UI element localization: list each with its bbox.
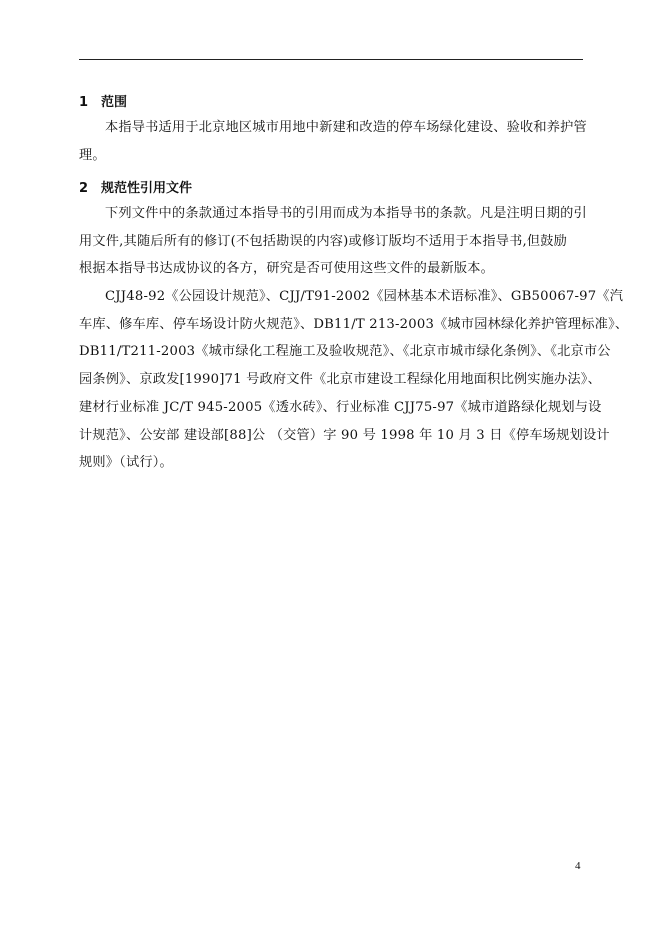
- text-line: 建材行业标准 JC/T 945-2005《透水砖》、行业标准 CJJ75-97《城市道路绿化规划与设: [79, 399, 602, 415]
- text-line: 本指导书适用于北京地区城市用地中新建和改造的停车场绿化建设、验收和养护管: [105, 120, 587, 135]
- paragraph-scope: [79, 114, 587, 169]
- header-rule: [79, 59, 583, 60]
- text-line: 用文件,其随后所有的修订(不包括勘误的内容)或修订版均不适用于本指导书,但鼓励: [79, 233, 568, 249]
- paragraph-references-intro: [79, 200, 587, 283]
- page-number: 4: [575, 860, 581, 872]
- text-line: 计规范》、公安部 建设部[88]公 （交管）字 90 号 1998 年 10 月 3 日《停车场规划设计: [79, 427, 610, 443]
- section-number: 1: [79, 95, 89, 110]
- section-title: 规范性引用文件: [101, 181, 193, 196]
- text-line: 根据本指导书达成协议的各方，研究是否可使用这些文件的最新版本。: [79, 261, 495, 277]
- text-line: 车库、修车库、停车场设计防火规范》、DB11/T 213-2003《城市园林绿化养护管理标准》、: [79, 316, 629, 332]
- section-heading-references: [79, 177, 192, 196]
- text-line: 规则》（试行）。: [79, 455, 173, 471]
- text-line: CJJ48-92《公园设计规范》、CJJ/T91-2002《园林基本术语标准》、GB50067-97《汽: [105, 289, 624, 304]
- section-number: 2: [79, 181, 89, 196]
- text-line: 理。: [79, 147, 106, 163]
- text-line: 园条例》、京政发[1990]71 号政府文件《北京市建设工程绿化用地面积比例实施办法》、: [79, 372, 601, 388]
- section-title: 范围: [101, 95, 128, 110]
- paragraph-references-list: [79, 283, 629, 477]
- text-line: 下列文件中的条款通过本指导书的引用而成为本指导书的条款。凡是注明日期的引: [105, 206, 587, 221]
- text-line: DB11/T211-2003《城市绿化工程施工及验收规范》、《北京市城市绿化条例》、《北京市公: [79, 344, 611, 360]
- section-heading-scope: [79, 91, 127, 110]
